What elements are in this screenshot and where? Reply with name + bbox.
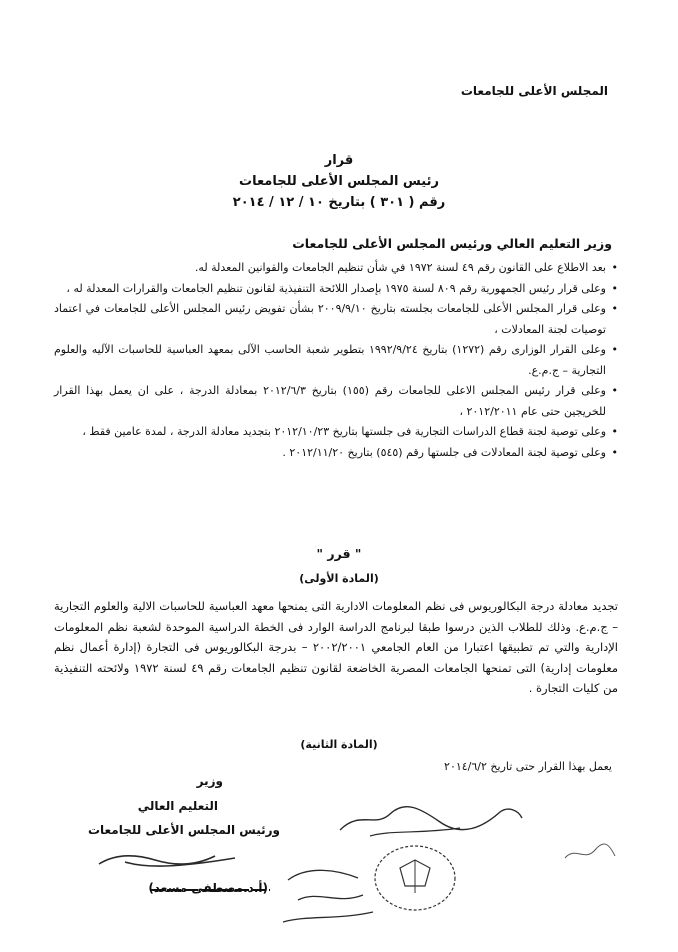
- signature-title-council: ورئيس المجلس الأعلى للجامعات: [87, 823, 280, 837]
- whereas-item: • بعد الاطلاع على القانون رقم ٤٩ لسنة ١٩٧٢ في شأن تنظيم الجامعات والقوانين المعدلة له.: [54, 258, 618, 279]
- handwritten-signature: [95, 848, 245, 872]
- decree-number-date: رقم ( ٣٠١ ) بتاريخ ١٠ / ١٢ / ٢٠١٤: [232, 195, 446, 210]
- whereas-list: [54, 258, 618, 463]
- decision-heading: " قرر ": [316, 546, 362, 561]
- signatory-name: (أ.د.مصطفى مسعد): [148, 881, 268, 895]
- signature-title-minister: وزير: [196, 774, 223, 788]
- whereas-item: • وعلى قرار المجلس الأعلى للجامعات بجلسته بتاريخ ٢٠٠٩/٩/١٠ بشأن تفويض رئيس المجلس الأعلى للجامعات في اعتماد توصيات لجنة المعادلات ،: [54, 299, 618, 340]
- whereas-item: • وعلى القرار الوزارى رقم (١٢٧٢) بتاريخ ١٩٩٢/٩/٢٤ بتطوير شعبة الحاسب الآلى بمعهد العباسية للحاسبات الآليه والعلوم التجارية – ج.م.ع.: [54, 340, 618, 381]
- whereas-item: • وعلى توصية لجنة قطاع الدراسات التجارية فى جلستها بتاريخ ٢٠١٢/١٠/٢٣ بتجديد معادلة الدرجة ، لمدة عامين فقط ،: [54, 422, 618, 443]
- article-1-body: تجديد معادلة درجة البكالوريوس فى نظم المعلومات الادارية التى يمنحها معهد العباسية للحاسبات الالية والعلوم التجارية – ج.م.ع. وذلك للطلاب الذين درسوا طبقا لبرنامج الدراسة الوارد فى الخطة الدراسية الموحدة لشعبة نظم المعلومات الإدارية والتي تم تطبيقها اعتبارا من العام الجامعي ٢٠٠٢/٢٠٠١ – بدرجة البكالوريوس فى التجارة (إدارة أعمال نظم معلومات إدارية) التى تمنحها الجامعات المصرية الخاضعة لقانون تنظيم الجامعات رقم ٤٩ لسنة ١٩٧٢ ولائحته التنفيذية من كليات التجارة .: [54, 599, 619, 695]
- whereas-item: • وعلى توصية لجنة المعادلات فى جلستها رقم (٥٤٥) بتاريخ ٢٠١٢/١١/٢٠ .: [54, 443, 618, 464]
- header-org-name: المجلس الأعلى للجامعات: [460, 84, 608, 98]
- name-underline-dashes: [150, 886, 270, 894]
- issuer-line: وزير التعليم العالي ورئيس المجلس الأعلى للجامعات: [292, 236, 612, 251]
- article-2-heading: (المادة الثانية): [300, 738, 378, 751]
- decree-subtitle: رئيس المجلس الأعلى للجامعات: [239, 174, 439, 189]
- whereas-item: • وعلى قرار رئيس الجمهورية رقم ٨٠٩ لسنة ١٩٧٥ بإصدار اللائحة التنفيذية لقانون تنظيم الجامعات والقرارات المعدلة له ،: [54, 279, 618, 300]
- decree-title: قرار: [324, 153, 354, 168]
- article-2-body: يعمل بهذا القرار حتى تاريخ ٢٠١٤/٦/٢: [444, 760, 612, 773]
- article-1-heading: (المادة الأولى): [299, 572, 379, 585]
- whereas-item: • وعلى قرار رئيس المجلس الاعلى للجامعات رقم (١٥٥) بتاريخ ٢٠١٢/٦/٣ بمعادلة الدرجة ، على ان يعمل بهذا القرار للخريجين حتى عام ٢٠١٢/٢٠١١ ،: [54, 381, 618, 422]
- margin-mark: [560, 838, 620, 868]
- handwritten-initials: [268, 860, 388, 930]
- handwritten-note: [330, 800, 530, 840]
- signature-title-higher-ed: التعليم العالي: [137, 799, 218, 813]
